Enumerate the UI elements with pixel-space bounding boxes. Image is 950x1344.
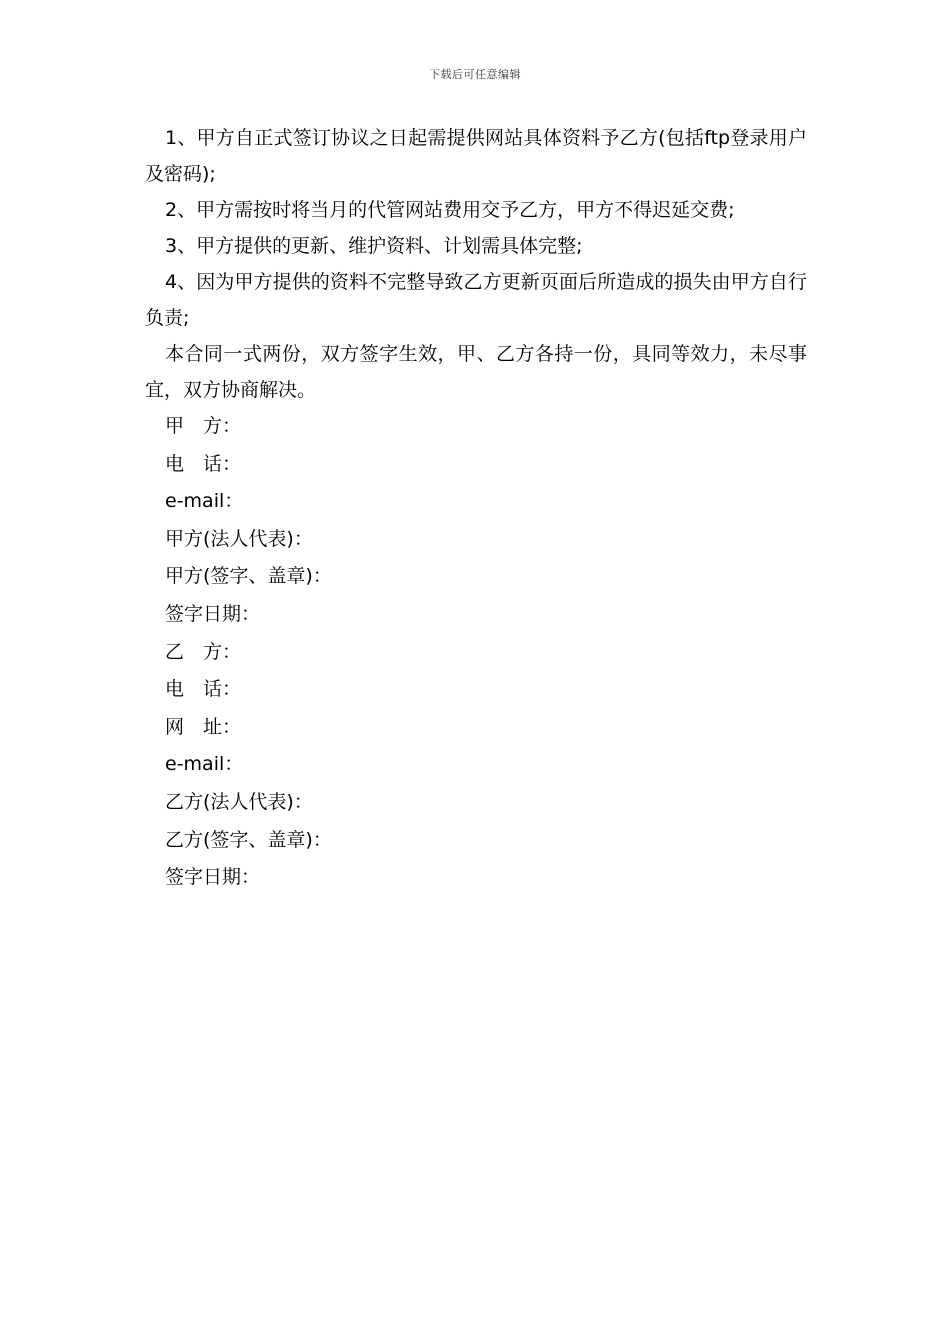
party-b-phone-label: 电 话：	[165, 678, 242, 701]
contract-body	[145, 120, 807, 897]
party-b-sign-date-label: 签字日期：	[165, 866, 261, 889]
party-b-email-label: e-mail：	[165, 753, 244, 776]
party-b-legal-rep-label: 乙方(法人代表)：	[165, 790, 313, 813]
party-b-sign-seal-label: 乙方(签字、盖章)：	[165, 828, 332, 851]
party-a-sign-date-label: 签字日期：	[165, 602, 261, 625]
party-a-email-label: e-mail：	[165, 490, 244, 513]
party-b-website-label: 网 址：	[165, 715, 242, 738]
clause-3: 3、甲方提供的更新、维护资料、计划需具体完整;	[165, 235, 583, 257]
clause-1: 1、甲方自正式签订协议之日起需提供网站具体资料予乙方(包括ftp登录用户及密码);	[145, 127, 807, 185]
party-b-section	[145, 634, 807, 897]
clause-2: 2、甲方需按时将当月的代管网站费用交予乙方，甲方不得迟延交费;	[165, 199, 735, 221]
party-a-sign-seal-label: 甲方(签字、盖章)：	[165, 565, 332, 588]
party-a-name-label: 甲 方：	[165, 415, 242, 437]
party-a-phone-label: 电 话：	[165, 452, 242, 475]
party-a-legal-rep-label: 甲方(法人代表)：	[165, 527, 313, 550]
clause-4: 4、因为甲方提供的资料不完整导致乙方更新页面后所造成的损失由甲方自行负责;	[145, 271, 807, 329]
closing-statement: 本合同一式两份，双方签字生效，甲、乙方各持一份，具同等效力，未尽事宜，双方协商解决。	[145, 343, 807, 401]
party-a-section	[145, 408, 807, 634]
page-header: 下载后可任意编辑	[429, 68, 521, 81]
party-b-name-label: 乙 方：	[165, 640, 242, 663]
